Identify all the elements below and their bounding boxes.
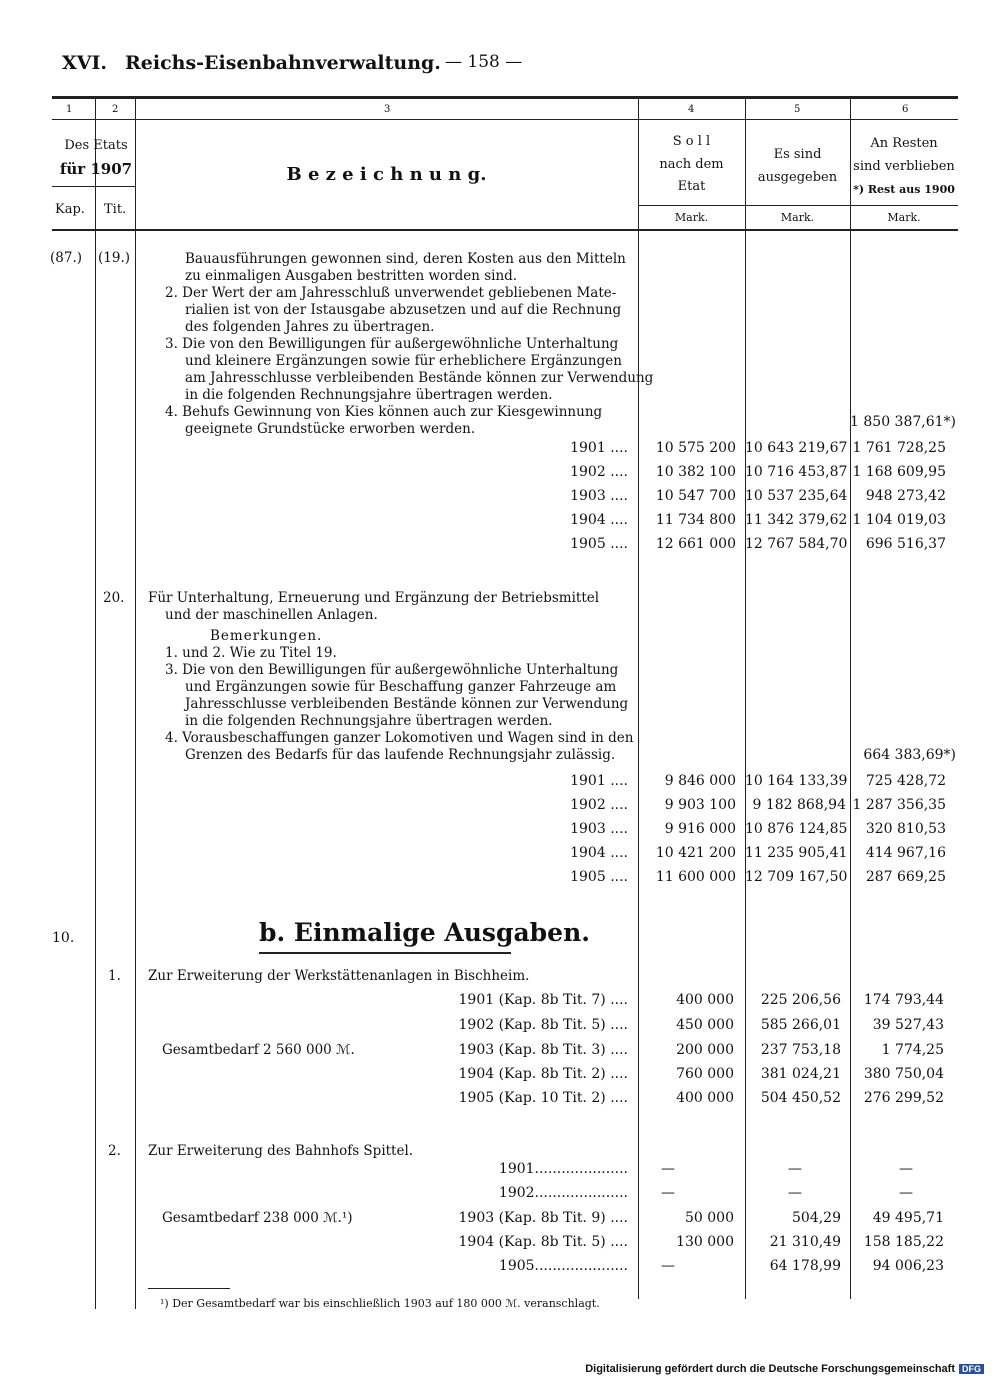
block3-rest: 276 299,52 (863, 1090, 944, 1106)
col-divider-kap (95, 99, 96, 1309)
block3-soll: 400 000 (676, 992, 734, 1008)
col-divider-soll (745, 99, 746, 1299)
block3-year: 1904 (Kap. 8b Tit. 2) .... (458, 1066, 628, 1082)
block1-rest: 696 516,37 (865, 536, 946, 552)
block4-year: 1902..................... (498, 1185, 628, 1201)
block2-soll: 11 600 000 (655, 869, 736, 885)
section-kap: 10. (52, 930, 75, 946)
col-divider-tit (135, 99, 136, 1309)
block1-line: und kleinere Ergänzungen sowie für erheblichere Ergänzungen (185, 353, 622, 369)
block4-tit: 2. (108, 1143, 121, 1159)
block3-soll: 450 000 (676, 1017, 734, 1033)
block2-soll: 9 903 100 (664, 797, 736, 813)
block1-ausg: 11 342 379,62 (745, 512, 848, 528)
block1-ausg: 12 767 584,70 (745, 536, 848, 552)
block3-ausg: 585 266,01 (760, 1017, 841, 1033)
top-rule (52, 96, 958, 99)
block2-ausg: 10 876 124,85 (745, 821, 848, 837)
block1-line: zu einmaligen Ausgaben bestritten worden sind. (185, 268, 518, 284)
block3-ausg: 225 206,56 (760, 992, 841, 1008)
block2-soll: 10 421 200 (655, 845, 736, 861)
block1-ausg: 10 643 219,67 (745, 440, 848, 456)
block2-line: Grenzen des Bedarfs für das laufende Rechnungsjahr zulässig. (185, 747, 616, 763)
block1-line: in die folgenden Rechnungsjahre übertragen werden. (185, 387, 553, 403)
block2-year: 1901 .... (570, 773, 628, 789)
block4-soll: 130 000 (676, 1234, 734, 1250)
block3-gesamt: Gesamtbedarf 2 560 000 ℳ. (162, 1042, 355, 1058)
block1-year: 1902 .... (570, 464, 628, 480)
block1-year: 1904 .... (570, 512, 628, 528)
col-num-5: 5 (794, 104, 801, 115)
block1-line: des folgenden Jahres zu übertragen. (185, 319, 435, 335)
block3-rest: 174 793,44 (863, 992, 944, 1008)
unit-rest: Mark. (887, 211, 921, 224)
section-underline (259, 952, 511, 954)
footer-text: Digitalisierung gefördert durch die Deutsche Forschungsgemeinschaft (585, 1363, 955, 1375)
block1-soll: 10 382 100 (655, 464, 736, 480)
block1-rest1900: 1 850 387,61*) (850, 414, 956, 430)
block2-rest: 1 287 356,35 (852, 797, 946, 813)
col-num-2: 2 (112, 104, 119, 115)
block1-year: 1901 .... (570, 440, 628, 456)
unit-ausg: Mark. (780, 211, 815, 224)
col-num-4: 4 (688, 104, 695, 115)
col-head-soll-1: S o l l (672, 134, 711, 149)
block1-ausg: 10 716 453,87 (745, 464, 848, 480)
block1-line: 2. Der Wert der am Jahresschluß unverwendet gebliebenen Mate- (165, 285, 617, 301)
block4-rest: 49 495,71 (872, 1210, 944, 1226)
block2-line: Bemerkungen. (210, 628, 323, 644)
block3-year: 1903 (Kap. 8b Tit. 3) .... (458, 1042, 628, 1058)
col-head-underline (52, 186, 136, 187)
column-number-rule (52, 119, 958, 120)
footnote-rule (148, 1288, 230, 1289)
col-head-rest-1: An Resten (870, 136, 938, 151)
block3-title: Zur Erweiterung der Werkstättenanlagen in Bischheim. (148, 968, 530, 984)
block3-soll: 760 000 (676, 1066, 734, 1082)
block3-rest: 1 774,25 (881, 1042, 944, 1058)
block4-rest: — (899, 1161, 913, 1177)
block4-ausg: 504,29 (792, 1210, 841, 1226)
block2-rest: 287 669,25 (865, 869, 946, 885)
block1-rest: 948 273,42 (865, 488, 946, 504)
block4-soll: — (661, 1185, 675, 1201)
block3-year: 1901 (Kap. 8b Tit. 7) .... (458, 992, 628, 1008)
block2-rest: 414 967,16 (865, 845, 946, 861)
block3-ausg: 381 024,21 (760, 1066, 841, 1082)
block2-ausg: 10 164 133,39 (745, 773, 848, 789)
col-divider-text (638, 99, 639, 1299)
block4-year: 1905..................... (498, 1258, 628, 1274)
block4-ausg: 21 310,49 (769, 1234, 841, 1250)
col-num-6: 6 (902, 104, 909, 115)
block1-rest: 1 168 609,95 (852, 464, 946, 480)
block4-title: Zur Erweiterung des Bahnhofs Spittel. (148, 1143, 414, 1159)
block1-year: 1903 .... (570, 488, 628, 504)
block2-year: 1905 .... (570, 869, 628, 885)
block4-soll: — (661, 1161, 675, 1177)
block1-rest: 1 104 019,03 (852, 512, 946, 528)
header-bottom-rule (52, 229, 958, 231)
col-head-kap: Kap. (55, 202, 85, 217)
col-head-year: für 1907 (59, 160, 133, 178)
block1-line: Bauausführungen gewonnen sind, deren Kosten aus den Mitteln (185, 251, 626, 267)
block4-year: 1901..................... (498, 1161, 628, 1177)
block2-rest: 725 428,72 (865, 773, 946, 789)
col-head-soll-3: Etat (677, 179, 706, 194)
block2-line: 4. Vorausbeschaffungen ganzer Lokomotiven und Wagen sind in den (165, 730, 634, 746)
block4-soll: — (661, 1258, 675, 1274)
col-head-tit: Tit. (104, 202, 127, 217)
block2-year: 1902 .... (570, 797, 628, 813)
block2-year: 1903 .... (570, 821, 628, 837)
block2-soll: 9 846 000 (664, 773, 736, 789)
block3-tit: 1. (108, 968, 121, 984)
block1-rest: 1 761 728,25 (852, 440, 946, 456)
block1-ausg: 10 537 235,64 (745, 488, 848, 504)
block4-rest: — (899, 1185, 913, 1201)
block1-soll: 11 734 800 (655, 512, 736, 528)
block2-line: Für Unterhaltung, Erneuerung und Ergänzung der Betriebsmittel (148, 590, 600, 606)
block2-ausg: 9 182 868,94 (752, 797, 846, 813)
block1-year: 1905 .... (570, 536, 628, 552)
block2-line: Jahresschlusse verbleibenden Bestände können zur Verwendung (185, 696, 629, 712)
block4-gesamt: Gesamtbedarf 238 000 ℳ.¹) (162, 1210, 353, 1226)
block1-soll: 10 575 200 (655, 440, 736, 456)
col-num-3: 3 (384, 104, 391, 115)
block3-rest: 380 750,04 (863, 1066, 944, 1082)
block1-tit: (19.) (98, 250, 131, 266)
col-num-1: 1 (66, 104, 73, 115)
col-head-bezeichnung: B e z e i c h n u n g. (286, 164, 487, 185)
block4-year: 1903 (Kap. 8b Tit. 9) .... (458, 1210, 628, 1226)
block1-line: 4. Behufs Gewinnung von Kies können auch zur Kiesgewinnung (165, 404, 603, 420)
block2-soll: 9 916 000 (664, 821, 736, 837)
footnote: ¹) Der Gesamtbedarf war bis einschließlich 1903 auf 180 000 ℳ. veranschlagt. (160, 1297, 600, 1310)
block2-rest: 320 810,53 (865, 821, 946, 837)
block2-year: 1904 .... (570, 845, 628, 861)
block4-soll: 50 000 (685, 1210, 734, 1226)
block2-ausg: 12 709 167,50 (745, 869, 848, 885)
col-head-etats: Des Etats (64, 138, 128, 153)
dfg-logo: DFG (959, 1364, 984, 1374)
block2-line: in die folgenden Rechnungsjahre übertragen werden. (185, 713, 553, 729)
block2-rest1900: 664 383,69*) (863, 747, 956, 763)
block1-soll: 10 547 700 (655, 488, 736, 504)
block4-rest: 158 185,22 (863, 1234, 944, 1250)
col-head-ausg-2: ausgegeben (757, 170, 838, 185)
col-head-rest-3: *) Rest aus 1900 (853, 183, 955, 196)
block3-year: 1902 (Kap. 8b Tit. 5) .... (458, 1017, 628, 1033)
block2-line: 1. und 2. Wie zu Titel 19. (165, 645, 337, 661)
block2-tit: 20. (103, 590, 125, 606)
block1-line: 3. Die von den Bewilligungen für außergewöhnliche Unterhaltung (165, 336, 619, 352)
block2-line: und der maschinellen Anlagen. (165, 607, 378, 623)
block4-ausg: — (788, 1185, 802, 1201)
block4-ausg: — (788, 1161, 802, 1177)
block2-ausg: 11 235 905,41 (745, 845, 848, 861)
block3-soll: 400 000 (676, 1090, 734, 1106)
block2-line: 3. Die von den Bewilligungen für außergewöhnliche Unterhaltung (165, 662, 619, 678)
block3-year: 1905 (Kap. 10 Tit. 2) .... (458, 1090, 628, 1106)
page-number: — 158 — (445, 52, 523, 72)
col-divider-ausg (850, 99, 851, 1299)
section-title: b. Einmalige Ausgaben. (259, 918, 590, 947)
section-number: XVI. (62, 52, 107, 74)
block2-line: und Ergänzungen sowie für Beschaffung ganzer Fahrzeuge am (185, 679, 617, 695)
block1-kap: (87.) (50, 250, 83, 266)
col-head-ausg-1: Es sind (773, 147, 822, 162)
unit-soll: Mark. (674, 211, 709, 224)
col-head-soll-2: nach dem (659, 157, 724, 172)
footer-credit (585, 1363, 984, 1375)
block4-ausg: 64 178,99 (769, 1258, 841, 1274)
col-head-rest-2: sind verblieben (853, 159, 955, 174)
block3-ausg: 237 753,18 (760, 1042, 841, 1058)
block3-rest: 39 527,43 (872, 1017, 944, 1033)
block1-soll: 12 661 000 (655, 536, 736, 552)
mark-rule (638, 205, 958, 206)
block4-year: 1904 (Kap. 8b Tit. 5) .... (458, 1234, 628, 1250)
block4-rest: 94 006,23 (872, 1258, 944, 1274)
block1-line: am Jahresschlusse verbleibenden Bestände können zur Verwendung (185, 370, 654, 386)
block3-ausg: 504 450,52 (760, 1090, 841, 1106)
block1-line: geeignete Grundstücke erworben werden. (185, 421, 476, 437)
block1-line: rialien ist von der Istausgabe abzusetzen und auf die Rechnung (185, 302, 622, 318)
block3-soll: 200 000 (676, 1042, 734, 1058)
page-heading: Reichs-Eisenbahnverwaltung. (125, 52, 441, 74)
